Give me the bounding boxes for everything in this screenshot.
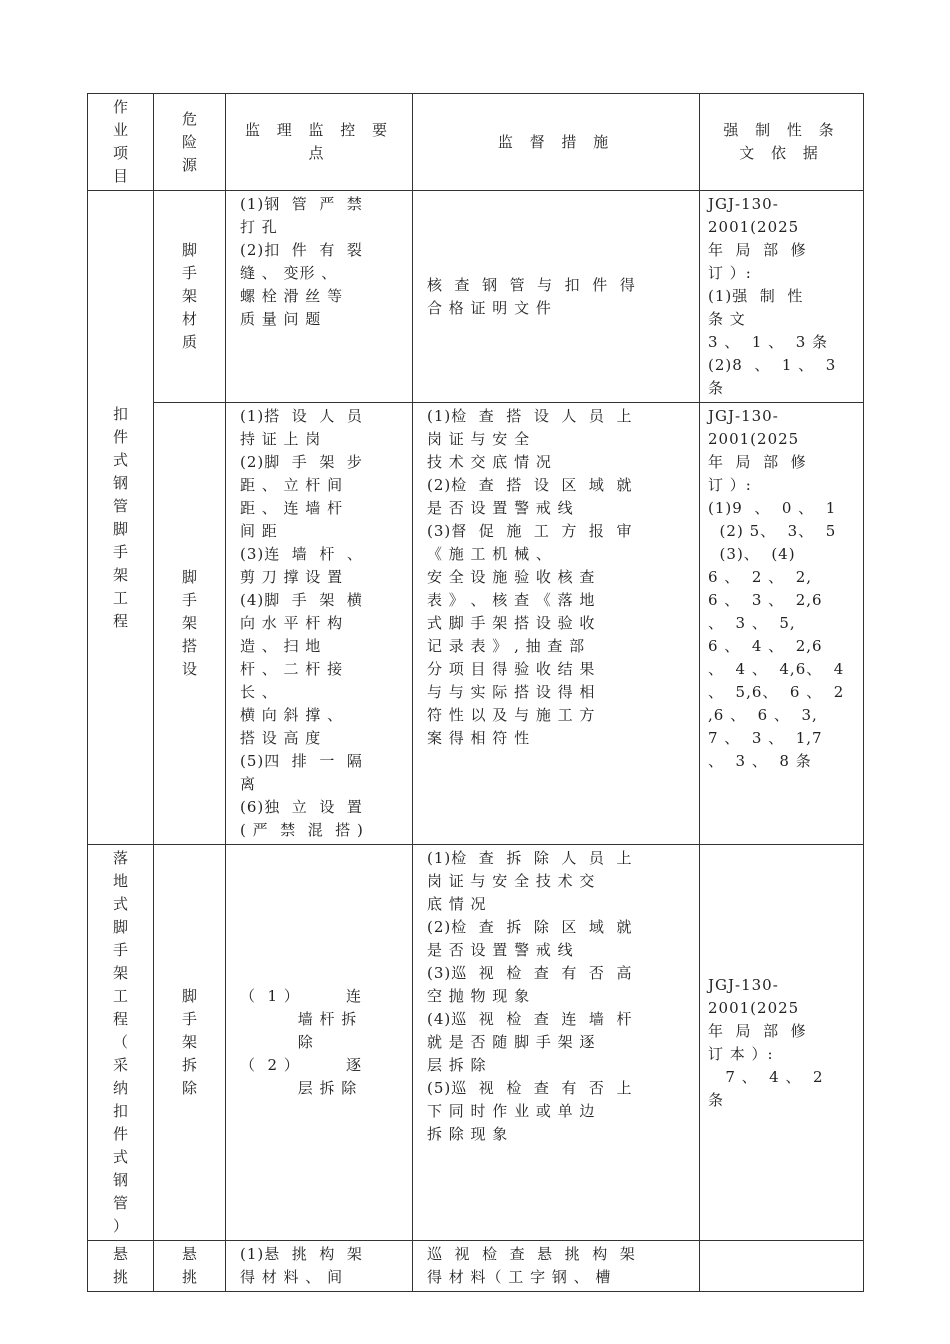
hazard-cell: 脚 手 架 拆 除 (154, 845, 226, 1241)
measures-cell: (1)检 查 搭 设 人 员 上 岗 证 与 安 全 技 术 交 底 情 况 (2)检 查 搭 设 区 域 就 是 否 设 置 警 戒 线 (3)督 促 施 工 方 报 审 《 施 工 机 械 、 安 全 设 施 验 收 核 查 表 》 、 核 查 《 落 地 式 脚 手 架 搭 设 验 收 记 录 表 》 , 抽 查 部 分 项 目 得 验 收 结 果 与 与 实 际 搭 设 得 相 符 性 以 及 与 施 工 方 案 得 相 符 性 (413, 403, 700, 845)
basis-cell (700, 1241, 864, 1292)
measures-cell: 巡 视 检 查 悬 挑 构 架 得 材 料（ 工 字 钢 、 槽 (413, 1241, 700, 1292)
control-points-cell: （ 1 ） 连 墙 杆 拆 除 （ 2 ） 逐 层 拆 除 (226, 845, 413, 1241)
header-measures: 监 督 措 施 (413, 94, 700, 191)
project-cell: 落 地 式 脚 手 架 工 程 （ 采 纳 扣 件 式 钢 管 ） (88, 845, 154, 1241)
header-basis: 强 制 性 条 文 依 据 (700, 94, 864, 191)
basis-cell: JGJ-130-2001(2025 年 局 部 修 订 本 ）: 7 、 4 、 2 条 (700, 845, 864, 1241)
table-row (88, 403, 864, 845)
hazard-cell: 脚 手 架 材 质 (154, 191, 226, 403)
hazard-cell: 脚 手 架 搭 设 (154, 403, 226, 845)
header-row (88, 94, 864, 191)
control-points-cell: (1)钢 管 严 禁 打 孔 (2)扣 件 有 裂 缝 、 变形 、 螺 栓 滑 丝 等 质 量 问 题 (226, 191, 413, 403)
table-row (88, 845, 864, 1241)
hazard-cell: 悬 挑 (154, 1241, 226, 1292)
table-row (88, 1241, 864, 1292)
basis-cell: JGJ-130-2001(2025 年 局 部 修 订 ）: (1)9 、 0 、 1 (2) 5、 3、 5 (3)、 (4) 6 、 2 、 2, 6 、 3 、 2,6 、 3 、 5, 6 、 4 、 2,6 、 4 、 4,6、 4 、 5,6、 6 、 2 ,6 、 6 、 3, 7 、 3 、 1,7 、 3 、 8 条 (700, 403, 864, 845)
header-hazard: 危 险 源 (154, 94, 226, 191)
measures-cell: (1)检 查 拆 除 人 员 上 岗 证 与 安 全 技 术 交 底 情 况 (2)检 查 拆 除 区 域 就 是 否 设 置 警 戒 线 (3)巡 视 检 查 有 否 高 空 抛 物 现 象 (4)巡 视 检 查 连 墙 杆 就 是 否 随 脚 手 架 逐 层 拆 除 (5)巡 视 检 查 有 否 上 下 同 时 作 业 或 单 边 拆 除 现 象 (413, 845, 700, 1241)
header-control-points: 监 理 监 控 要 点 (226, 94, 413, 191)
control-points-cell: (1)搭 设 人 员 持 证 上 岗 (2)脚 手 架 步 距 、 立 杆 间 距 、 连 墙 杆 间 距 (3)连 墙 杆 、 剪 刀 撑 设 置 (4)脚 手 架 横 向 水 平 杆 构 造 、 扫 地 杆 、 二 杆 接 长 、 横 向 斜 撑 、 搭 设 高 度 (5)四 排 一 隔 离 (6)独 立 设 置 ( 严 禁 混 搭 ) (226, 403, 413, 845)
table-row (88, 191, 864, 403)
project-cell: 悬 挑 (88, 1241, 154, 1292)
header-project: 作 业 项 目 (88, 94, 154, 191)
control-points-cell: (1)悬 挑 构 架 得 材 料 、 间 (226, 1241, 413, 1292)
project-cell: 扣 件 式 钢 管 脚 手 架 工 程 (88, 191, 154, 845)
supervision-table (87, 93, 864, 1292)
measures-cell: 核 查 钢 管 与 扣 件 得 合 格 证 明 文 件 (413, 191, 700, 403)
basis-cell: JGJ-130-2001(2025 年 局 部 修 订 ）: (1)强 制 性 条 文 3 、 1 、 3 条 (2)8 、 1 、 3 条 (700, 191, 864, 403)
